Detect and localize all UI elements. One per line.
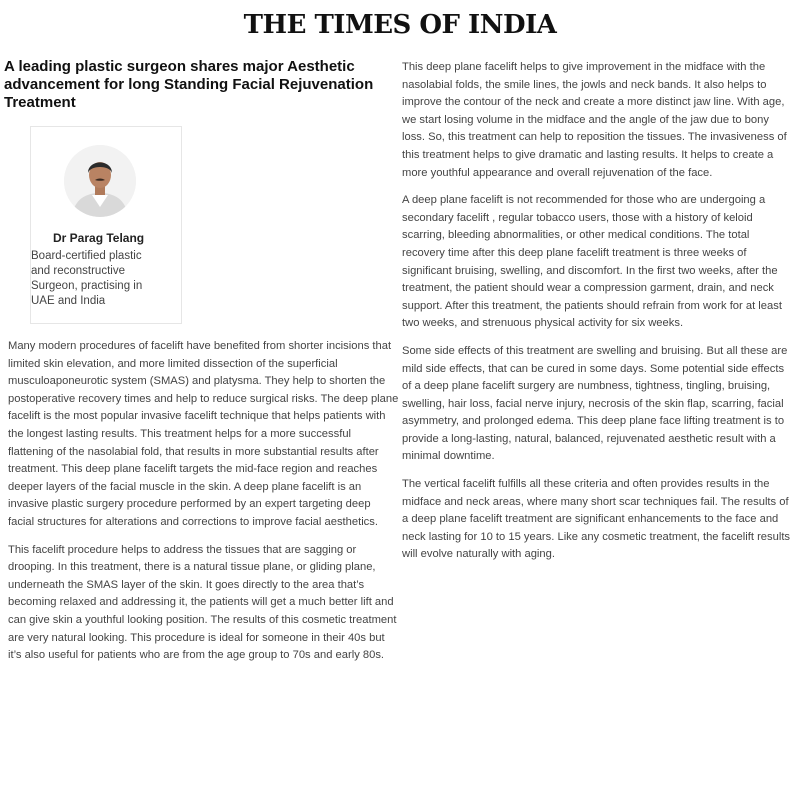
article-paragraph: The vertical facelift fulfills all these criteria and often provides results in the midface and neck areas, where many short scar techniques fail. The results of a deep plane facelift treatment are significant enhancements to the face and neck lasting for 10 to 15 years. Like any cosmetic treatment, the facelift results will evolve naturally with aging. [402,478,791,561]
author-card [30,126,182,324]
article-paragraph: This deep plane facelift helps to give improvement in the midface with the nasolabial folds, the smile lines, the jowls and neck bands. It also helps to improve the contour of the neck and create a more distinct jaw line. With age, we start losing volume in the midface and the angle of the jaw due to bony loss. So, this treatment can help to reposition the tissues. The invasiveness of this treatment helps to give dramatic and lasting results. It helps to create a more youthful appearance and overall rejuvenation of the face. [402,61,787,179]
article-column-right [402,59,794,574]
masthead-logo[interactable]: THE TIMES OF INDIA [243,10,557,40]
author-name: Dr Parag Telang [53,231,145,245]
article-paragraph: A deep plane facelift is not recommended for those who are undergoing a secondary facelift , regular tobacco users, those with a history of keloid scarring, bleeding abnormalities, or other medical conditions. The total recovery time after this deep plane facelift treatment is three weeks of significant bruising, swelling, and discomfort. In the first two weeks, after the treatment, the patient should wear a compression garment, drain, and neck support. After this treatment, the patients should refrain from work for at least two weeks, and strenuous physical activity for six weeks. [402,194,782,330]
article-paragraph: Some side effects of this treatment are swelling and bruising. But all these are mild side effects, that can be cured in some days. Some potential side effects of a deep plane facelift surgery are numbness, tightness, tingling, bruising, swelling, hair loss, facial nerve injury, necrosis of the skin flap, scarring, facial asymmetry, and prolonged edema. This deep plane face lifting treatment is to provide a long-lasting, natural, balanced, rejuvenated aesthetic result with a minimal downtime. [402,344,788,463]
author-bio: Board-certified plastic and reconstructive Surgeon, practising in UAE and India [31,250,143,307]
article-paragraph: This facelift procedure helps to address the tissues that are sagging or drooping. In this treatment, there is a natural tissue plane, or gliding plane, underneath the SMAS layer of the skin. It goes directly to the area that’s becoming relaxed and addressing it, the patients will get a much better lift and can give skin a youthful looking position. The results of this cosmetic treatment are very natural looking. This procedure is ideal for someone in their 40s but it’s also useful for patients who are from the age group to 70s and early 80s. [8,543,397,662]
author-photo [64,145,136,217]
article-paragraph: Many modern procedures of facelift have benefited from shorter incisions that limited skin elevation, and more limited dissection of the superficial musculoaponeurotic system (SMAS) and platysma. They help to shorten the postoperative recovery times and help to reduce surgical risks. The deep plane facelift is the most popular invasive facelift technique that helps patients with the longest lasting results. This treatment helps for a more successful flattening of the nasolabial fold, that results in more substantial results after treatment. This deep plane facelift targets the mid-face region and reaches deeper layers of the facial muscle in the skin. A deep plane facelift is an invasive plastic surgery procedure performed by an expert targeting deep facial structures for alterations and corrections to improve facial aesthetics. [8,340,399,528]
article-headline: A leading plastic surgeon shares major Aesthetic advancement for long Standing Facial Rejuvenation Treatment [4,58,374,111]
article-column-left [8,338,399,675]
